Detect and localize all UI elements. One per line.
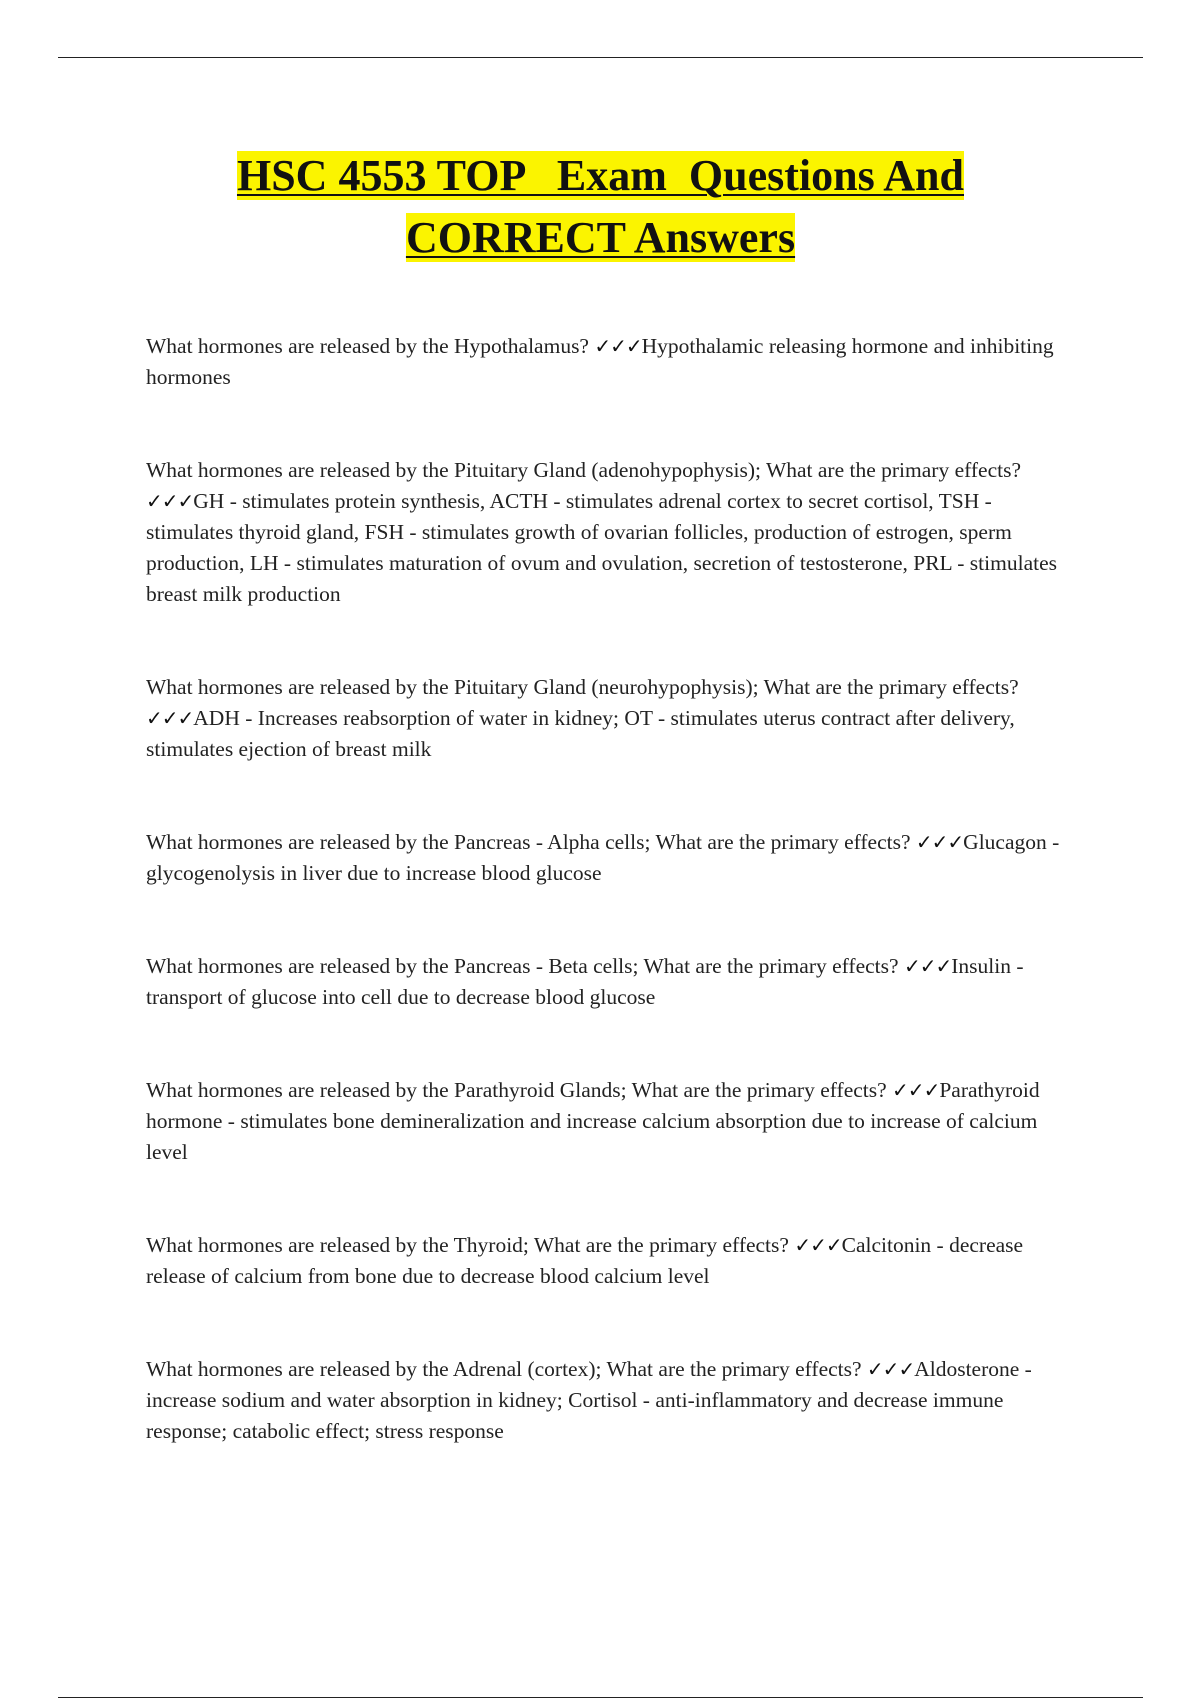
qa-item [146,672,1066,765]
question-text: What hormones are released by the Pituitary Gland (neurohypophysis); What are the primary effects? [146,675,1019,699]
question-text: What hormones are released by the Pituitary Gland (adenohypophysis); What are the primary effects? [146,458,1022,482]
answer-text: Parathyroid hormone - stimulates bone demineralization and increase calcium absorption due to increase of calcium level [146,1078,1040,1164]
title-line-2: CORRECT Answers [405,213,796,262]
qa-item [146,1230,1066,1292]
check-marks-icon: ✓✓✓ [146,489,194,513]
document-title [58,145,1143,269]
answer-text: Aldosterone - increase sodium and water absorption in kidney; Cortisol - anti-inflammatory and decrease immune response; catabolic effect; stress response [146,1357,1032,1443]
question-text: What hormones are released by the Pancreas - Beta cells; What are the primary effects? [146,954,899,978]
check-marks-icon: ✓✓✓ [866,1357,915,1381]
answer-text: ADH - Increases reabsorption of water in kidney; OT - stimulates uterus contract after delivery, stimulates ejection of breast milk [146,706,1015,761]
top-rule [58,57,1143,58]
check-marks-icon: ✓✓✓ [892,1078,940,1102]
title-line-1: HSC 4553 TOP Exam Questions And [236,151,964,200]
qa-item [146,951,1066,1013]
answer-text: Glucagon - glycogenolysis in liver due to increase blood glucose [146,830,1060,885]
qa-item [146,1075,1066,1168]
answer-text: Calcitonin - decrease release of calcium from bone due to decrease blood calcium level [146,1233,1024,1288]
qa-list [146,331,1066,1447]
answer-text: GH - stimulates protein synthesis, ACTH - stimulates adrenal cortex to secret cortisol, TSH - stimulates thyroid gland, FSH - stimulates growth of ovarian follicles, production of estrogen, sperm production, LH - stimulates maturation of ovum and ovulation, secretion of testosterone, PRL - stimulates breast milk production [146,489,1057,606]
question-text: What hormones are released by the Hypothalamus? [146,334,589,358]
bottom-rule [58,1697,1143,1698]
qa-item [146,827,1066,889]
check-marks-icon: ✓✓✓ [915,830,964,854]
qa-item [146,1354,1066,1447]
qa-item [146,331,1066,393]
answer-text: Hypothalamic releasing hormone and inhibiting hormones [146,334,1054,389]
answer-text: Insulin - transport of glucose into cell due to decrease blood glucose [146,954,1024,1009]
check-marks-icon: ✓✓✓ [594,334,642,358]
question-text: What hormones are released by the Parathyroid Glands; What are the primary effects? [146,1078,887,1102]
check-marks-icon: ✓✓✓ [146,706,194,730]
question-text: What hormones are released by the Adrenal (cortex); What are the primary effects? [146,1357,862,1381]
qa-item [146,455,1066,610]
question-text: What hormones are released by the Thyroid; What are the primary effects? [146,1233,789,1257]
check-marks-icon: ✓✓✓ [794,1233,842,1257]
question-text: What hormones are released by the Pancreas - Alpha cells; What are the primary effects? [146,830,911,854]
check-marks-icon: ✓✓✓ [903,954,952,978]
